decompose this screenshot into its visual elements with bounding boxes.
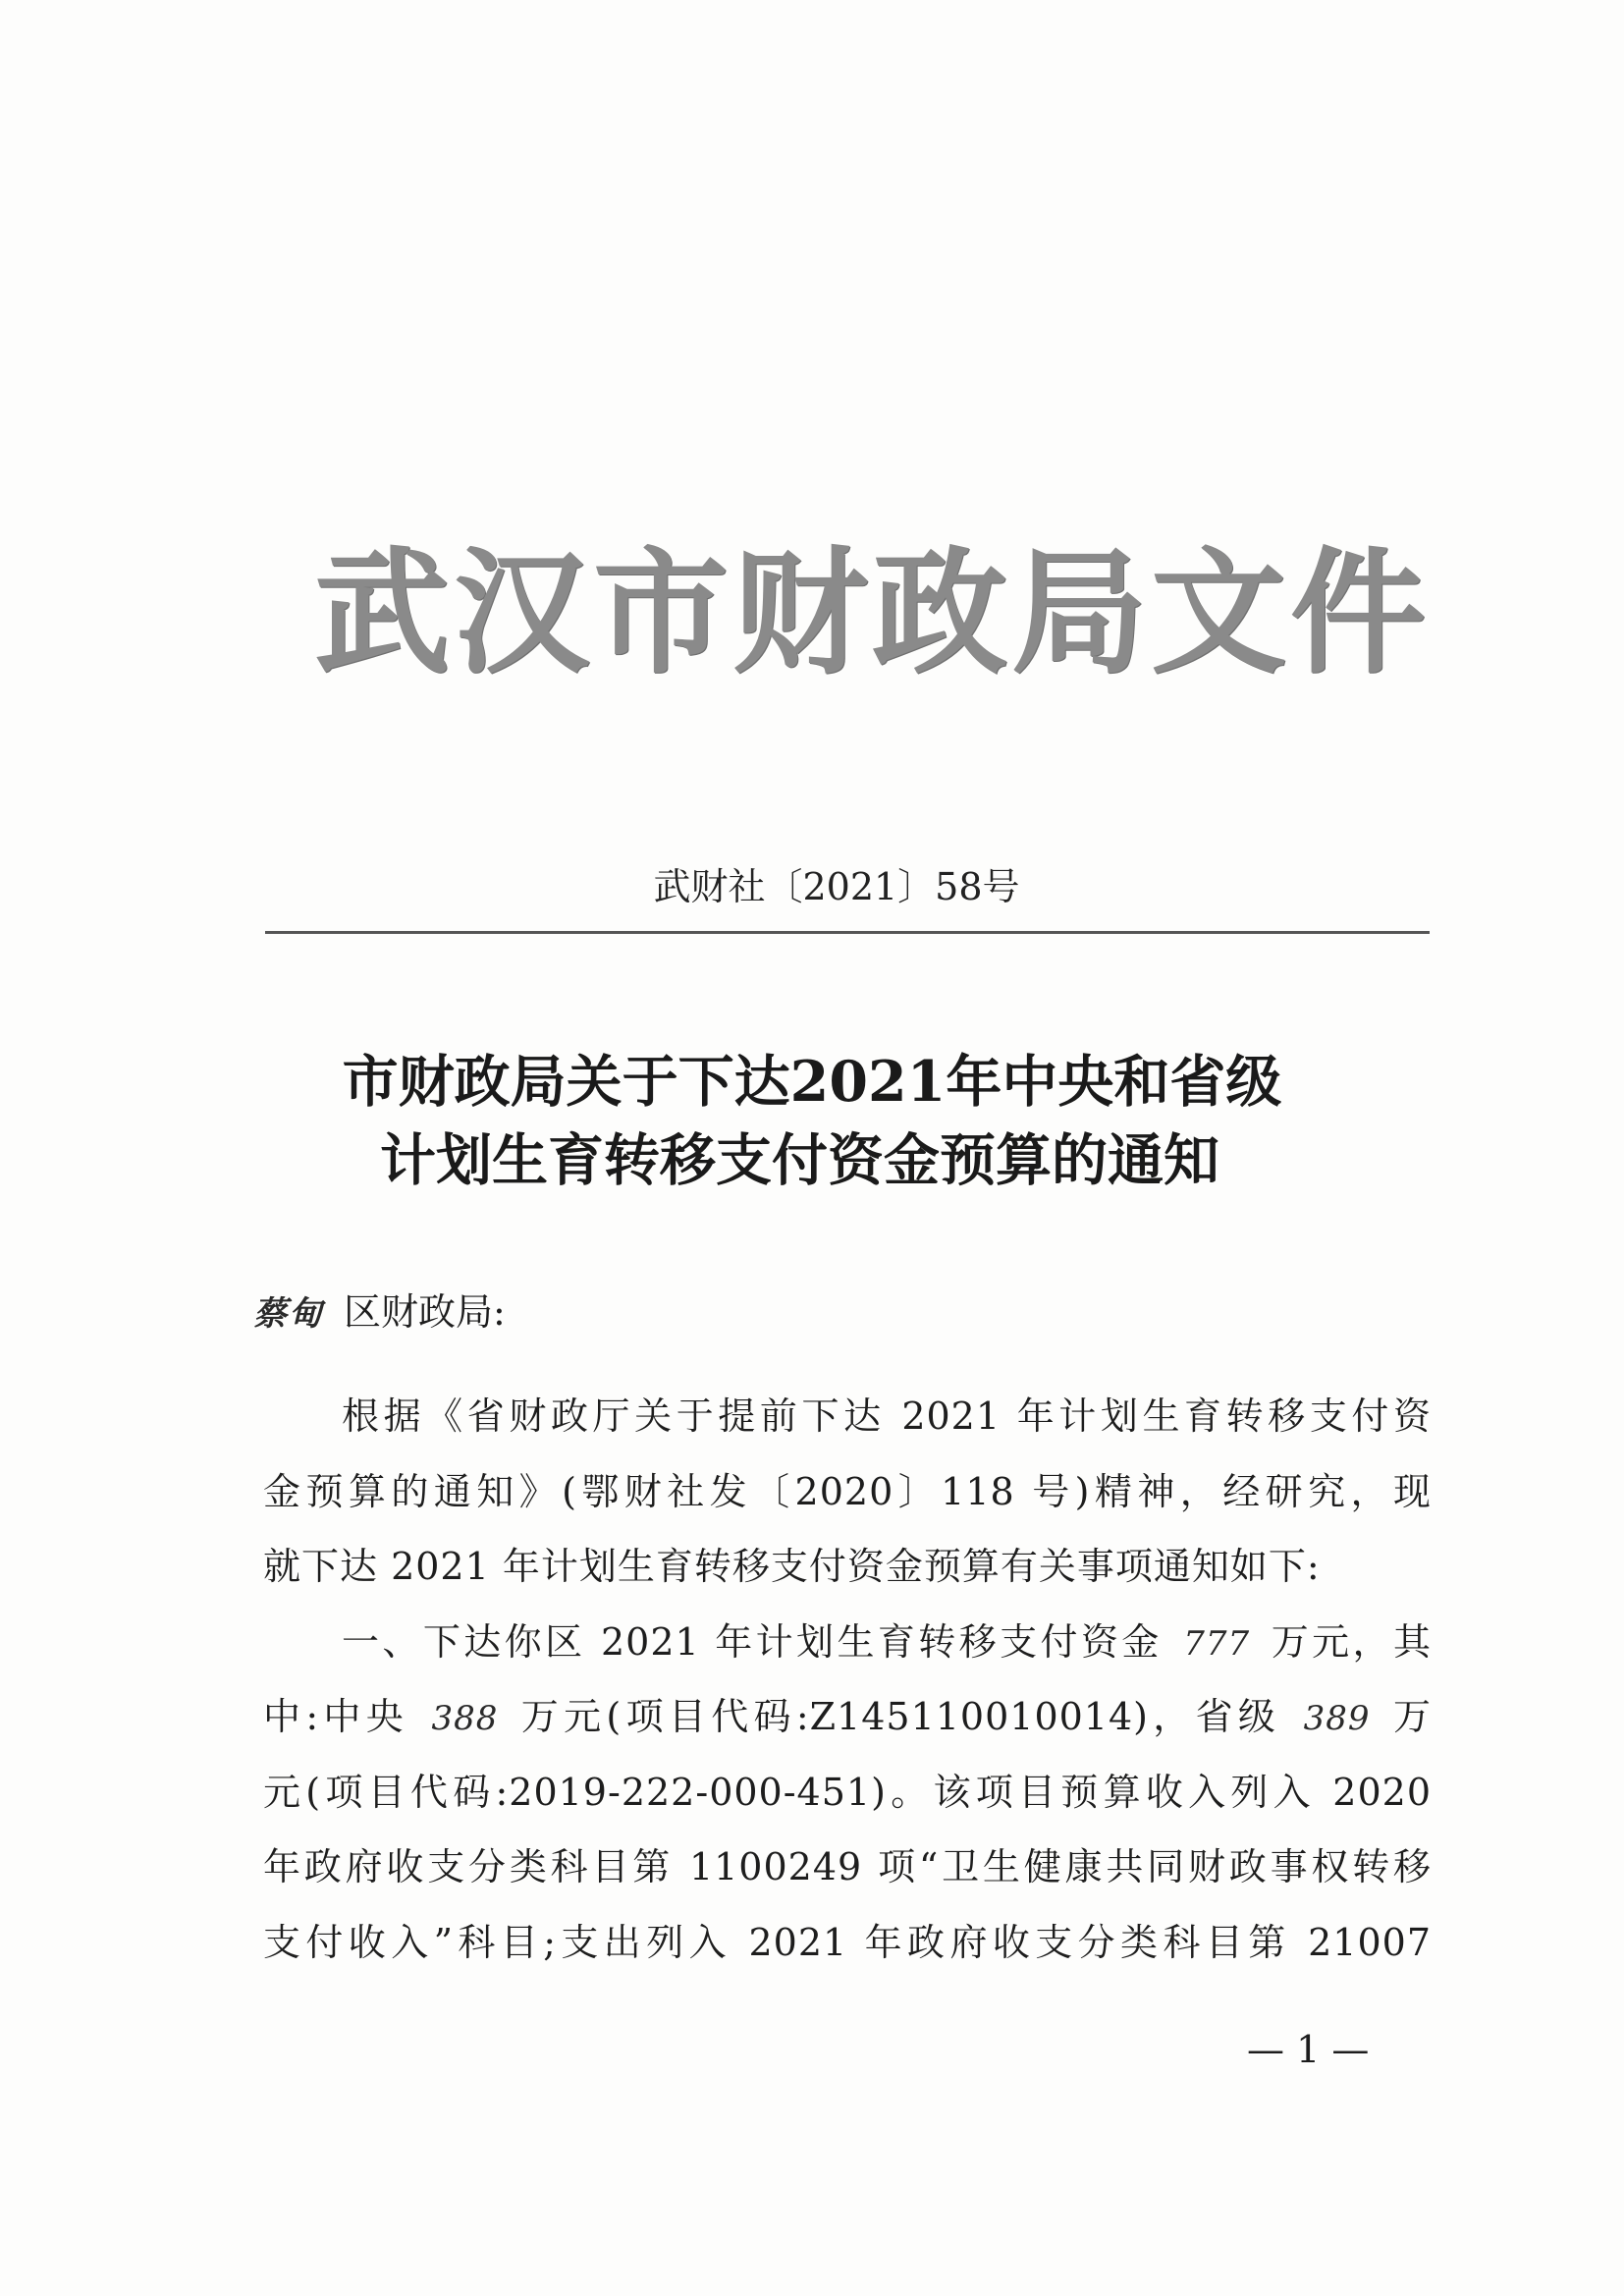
- body-text-segment: 万元(项目代码:Z145110010014)，省级: [520, 1695, 1281, 1738]
- notice-title-line-2: 计划生育转移支付资金预算的通知: [380, 1127, 1219, 1193]
- addressee-label: 区财政局:: [344, 1290, 506, 1334]
- document-number-text: 武财社〔2021〕58号: [653, 865, 1020, 908]
- notice-title-line-1: 市财政局关于下达2021年中央和省级: [342, 1049, 1282, 1115]
- notice-title: [0, 1043, 1624, 1200]
- body-line: 金预算的通知》(鄂财社发〔2020〕118 号)精神，经研究，现: [263, 1469, 1432, 1513]
- handwritten-amount-provincial: 389: [1303, 1699, 1371, 1738]
- body-line: 根据《省财政厅关于提前下达 2021 年计划生育转移支付资: [342, 1394, 1432, 1438]
- handwritten-district-name: 蔡甸: [253, 1294, 324, 1334]
- body-text-segment: 中:中央: [263, 1695, 409, 1738]
- body-line: [263, 1679, 1432, 1755]
- body-text-segment: 万元，其: [1271, 1619, 1432, 1664]
- header-divider: [265, 931, 1430, 934]
- body-line: 元(项目代码:2019-222-000-451)。该项目预算收入列入 2020: [263, 1770, 1432, 1814]
- body-line: [263, 1605, 1432, 1680]
- page-number: — 1 —: [1247, 2028, 1370, 2071]
- body-line: 年政府收支分类科目第 1100249 项“卫生健康共同财政事权转移: [263, 1845, 1432, 1888]
- handwritten-amount-central: 388: [431, 1699, 499, 1738]
- handwritten-amount-total: 777: [1183, 1623, 1251, 1664]
- body-line: 支付收入”科目;支出列入 2021 年政府收支分类科目第 21007: [263, 1920, 1432, 1964]
- body-text: [263, 1379, 1432, 1980]
- addressee: [253, 1290, 506, 1334]
- document-header-title: 武汉市财政局文件: [314, 532, 1431, 692]
- body-text-segment: 一、下达你区 2021 年计划生育转移支付资金: [342, 1619, 1163, 1664]
- body-line: 就下达 2021 年计划生育转移支付资金预算有关事项通知如下:: [263, 1545, 1321, 1588]
- body-text-segment: 万: [1392, 1695, 1432, 1738]
- document-number: [0, 865, 1624, 908]
